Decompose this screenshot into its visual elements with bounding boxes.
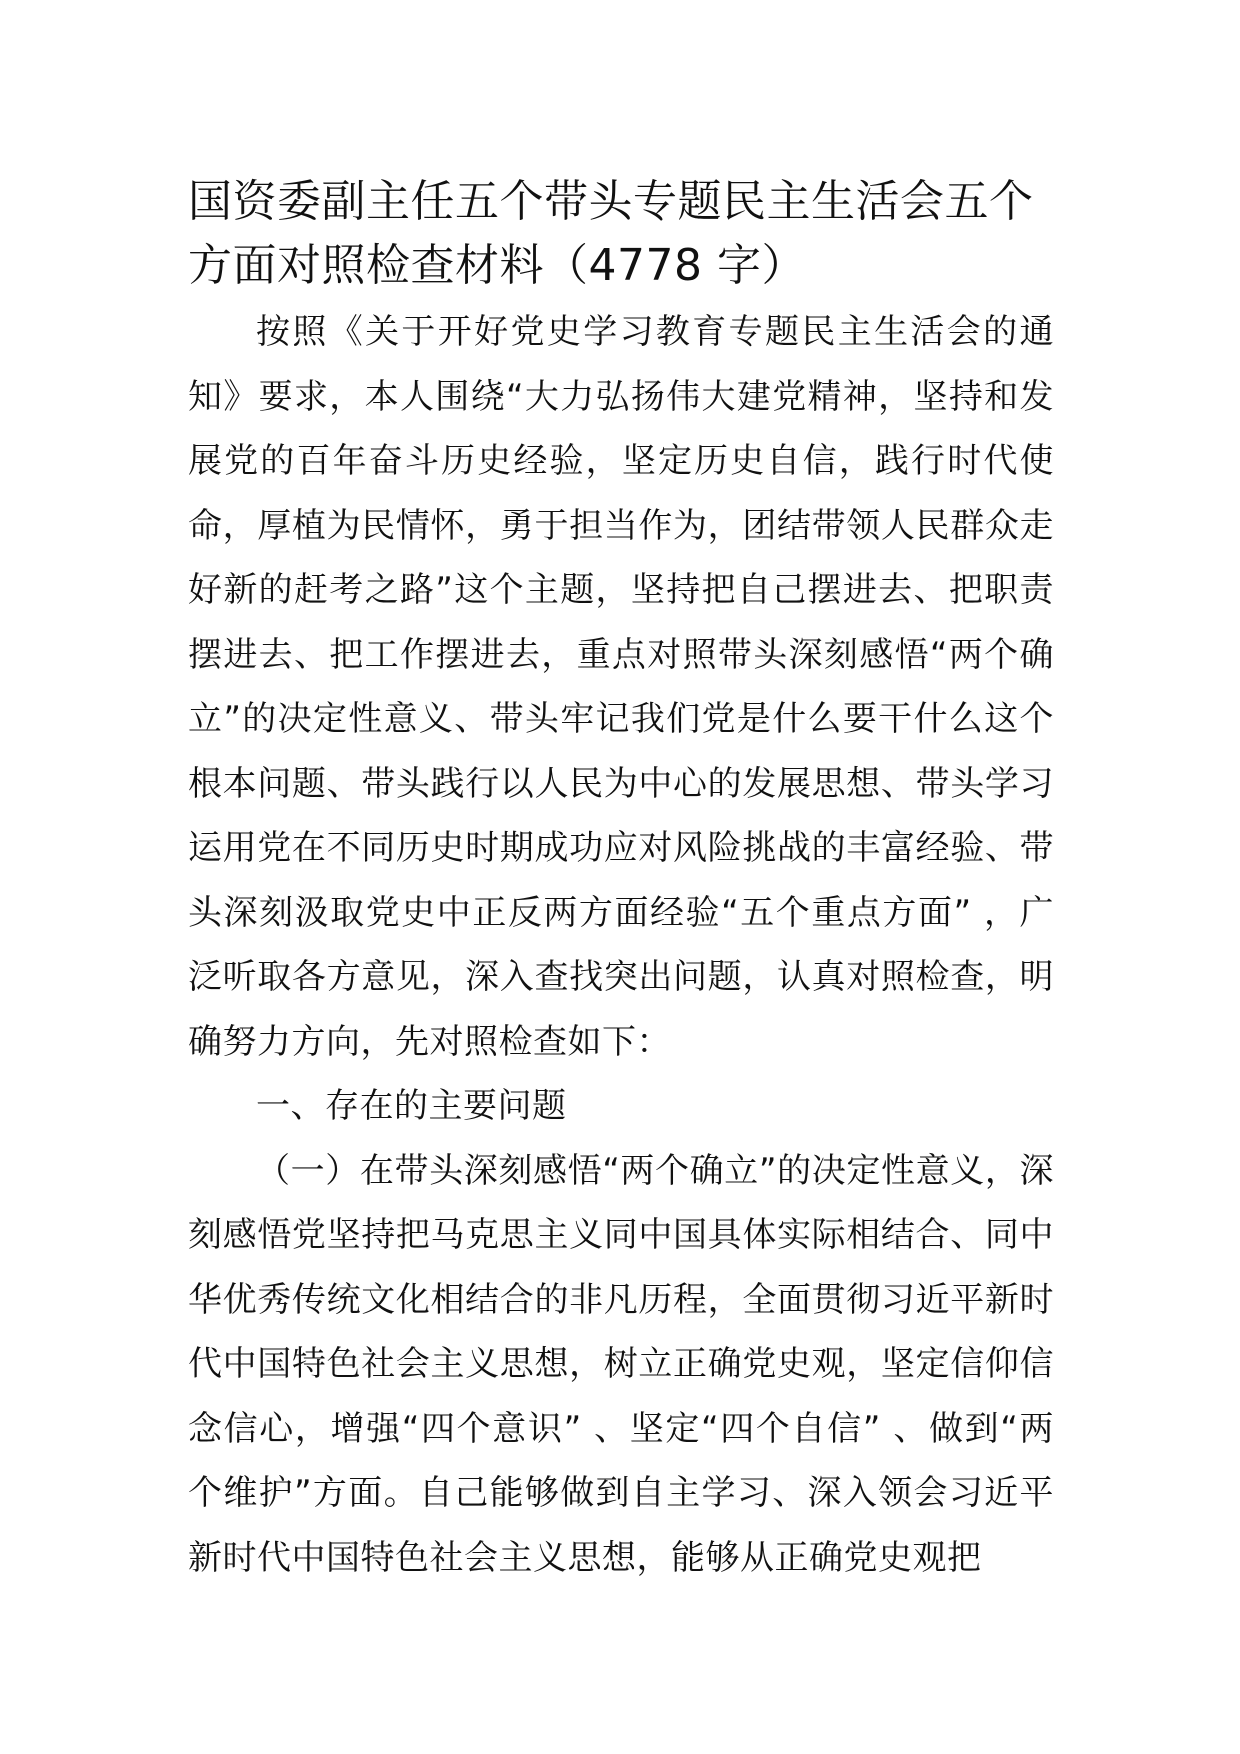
document-body <box>188 300 1054 1590</box>
document-title: 国资委副主任五个带头专题民主生活会五个方面对照检查材料（4778 字） <box>188 176 1034 291</box>
section-heading: 一、存在的主要问题 <box>256 1086 567 1126</box>
subsection-paragraph: （一）在带头深刻感悟“两个确立”的决定性意义，深刻感悟党坚持把马克思主义同中国具体实际相结合、同中华优秀传统文化相结合的非凡历程，全面贯彻习近平新时代中国特色社会主义思想，树立正确党史观，坚定信仰信念信心，增强“四个意识” 、坚定“四个自信” 、做到“两个维护”方面。自己能够做到自主学习、深入领会习近平新时代中国特色社会主义思想，能够从正确党史观把 <box>188 1150 1054 1578</box>
intro-paragraph: 按照《关于开好党史学习教育专题民主生活会的通知》要求，本人围绕“大力弘扬伟大建党精神，坚持和发展党的百年奋斗历史经验，坚定历史自信，践行时代使命，厚植为民情怀，勇于担当作为，团结带领人民群众走好新的赶考之路”这个主题，坚持把自己摆进去、把职责摆进去、把工作摆进去，重点对照带头深刻感悟“两个确立”的决定性意义、带头牢记我们党是什么要干什么这个根本问题、带头践行以人民为中心的发展思想、带头学习运用党在不同历史时期成功应对风险挑战的丰富经验、带头深刻汲取党史中正反两方面经验“五个重点方面” ，广泛听取各方意见，深入查找突出问题，认真对照检查，明确努力方向，先对照检查如下： <box>188 312 1054 1062</box>
